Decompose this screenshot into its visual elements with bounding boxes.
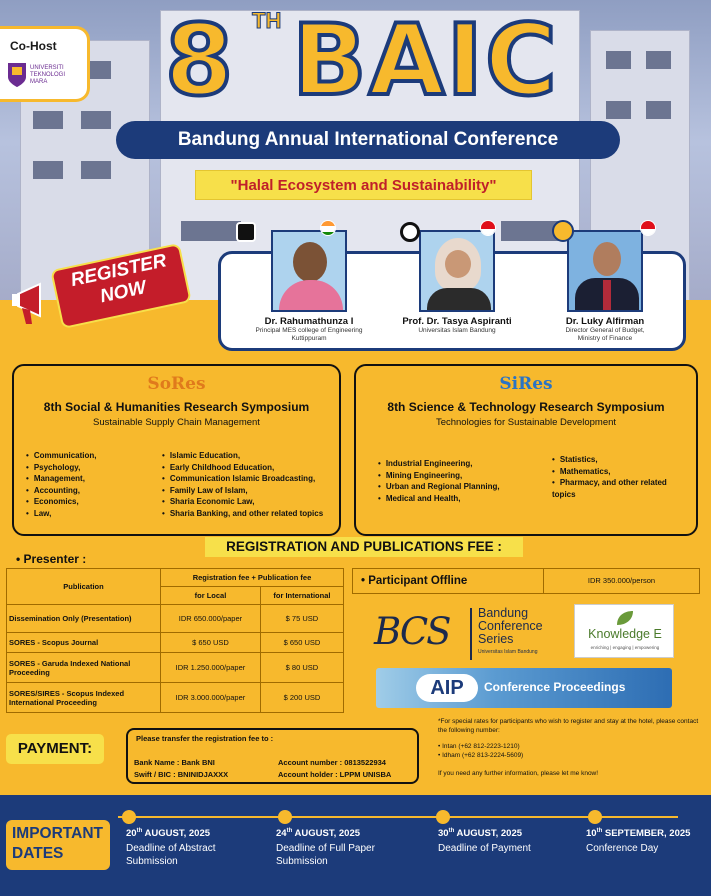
unisba-logo-icon <box>400 222 420 242</box>
indonesia-flag-icon <box>640 220 656 236</box>
indonesia-flag-icon <box>480 220 496 236</box>
conference-name: Bandung Annual International Conference <box>116 121 620 159</box>
speaker-photo <box>271 230 347 312</box>
payment-label: PAYMENT: <box>6 734 104 764</box>
speaker-photo <box>567 230 643 312</box>
sores-topics-col2: • Islamic Education, • Early Childhood Education, • Communication Islamic Broadcasting, • Family Law of Islam, • Sharia Economic Law, • Sharia Banking, and other related topics <box>162 450 338 519</box>
india-flag-icon <box>320 220 336 236</box>
sires-topics-col2: • Statistics, • Mathematics, • Pharmacy, and other related topics <box>552 454 692 500</box>
table-header: Registration fee + Publication fee <box>161 569 344 587</box>
special-rate-note: *For special rates for participants who wish to register and stay at the hotel, please contact the following number: • Intan (+62 812-2223-1210) • Idham (+62 813-2224-5609) If you need any further information, please let me know! <box>438 718 699 777</box>
fee-table <box>6 568 344 713</box>
bcs-logo: BCS Bandung Conference Series Universitas Islam Bandung <box>374 604 566 660</box>
leaf-icon <box>615 609 635 627</box>
register-now-button[interactable] <box>10 250 190 340</box>
edition-ordinal: TH <box>252 8 282 33</box>
institution-logo-icon <box>236 222 256 242</box>
table-row: SORES - Scopus Journal $ 650 USD $ 650 USD <box>7 633 344 653</box>
knowledge-e-logo: Knowledge E enriching | engaging | empowering <box>574 604 674 658</box>
sores-box <box>12 364 341 536</box>
table-header: Publication <box>7 569 161 605</box>
sires-title: 8th Science & Technology Research Symposium <box>387 400 665 414</box>
date-item: 20th AUGUST, 2025 Deadline of Abstract Submission <box>126 828 216 867</box>
table-header: for International <box>260 587 343 605</box>
table-row: SORES/SIRES - Scopus Indexed International Proceeding IDR 3.000.000/paper $ 200 USD <box>7 683 344 713</box>
participant-offline-row: • Participant Offline IDR 350.000/person <box>352 568 700 594</box>
uitm-logo: UNIVERSITI TEKNOLOGI MARA <box>6 61 84 91</box>
megaphone-icon <box>10 270 70 330</box>
date-item: 30th AUGUST, 2025 Deadline of Payment <box>438 828 531 855</box>
participant-offline-fee: IDR 350.000/person <box>543 569 699 593</box>
speaker-card: Dr. Luky Alfirman Director General of Budget, Ministry of Finance <box>535 230 675 343</box>
edition-number: 8 <box>165 4 232 118</box>
timeline <box>118 816 678 818</box>
presenter-label: • Presenter : <box>16 552 87 566</box>
bank-transfer-box: Please transfer the registration fee to : Bank Name : Bank BNI Swift / BIC : BNINIDJAXXX Account number : 0813522934 Account holder : LPPM UNISBA <box>126 728 419 784</box>
sires-box <box>354 364 698 536</box>
sores-topics-col1: • Communication, • Psychology, • Management, • Accounting, • Economics, • Law, <box>26 450 156 519</box>
table-header: for Local <box>161 587 261 605</box>
speaker-card: Prof. Dr. Tasya Aspiranti Universitas Islam Bandung <box>387 230 527 335</box>
cohost-badge <box>0 26 90 102</box>
conference-theme: "Halal Ecosystem and Sustainability" <box>195 170 532 200</box>
table-row: Dissemination Only (Presentation) IDR 650.000/paper $ 75 USD <box>7 605 344 633</box>
important-dates-label: IMPORTANT DATES <box>6 820 110 870</box>
aip-logo: AIP Conference Proceedings <box>376 668 672 708</box>
sores-title: 8th Social & Humanities Research Symposium <box>43 400 310 414</box>
speaker-card: Dr. Rahumathunza I Principal MES college of Engineering Kuttippuram <box>239 230 379 343</box>
sires-logo: SiRes <box>499 374 553 394</box>
ministry-logo-icon <box>552 220 574 242</box>
cohost-label: Co-Host <box>10 39 57 53</box>
sores-logo: SoRes <box>147 374 206 394</box>
sires-topics-col1: • Industrial Engineering, • Mining Engineering, • Urban and Regional Planning, • Medical and Health, <box>378 458 548 504</box>
speaker-photo <box>419 230 495 312</box>
table-row: SORES - Garuda Indexed National Proceeding IDR 1.250.000/paper $ 80 USD <box>7 653 344 683</box>
sores-subtitle: Sustainable Supply Chain Management <box>93 417 260 428</box>
fee-heading: REGISTRATION AND PUBLICATIONS FEE : <box>205 537 523 557</box>
conference-acronym: BAIC <box>292 4 559 118</box>
date-item: 10th SEPTEMBER, 2025 Conference Day <box>586 828 691 855</box>
sires-subtitle: Technologies for Sustainable Development <box>435 417 617 428</box>
speakers-panel <box>218 251 686 351</box>
date-item: 24th AUGUST, 2025 Deadline of Full Paper Submission <box>276 828 375 867</box>
register-label: REGISTER NOW <box>68 250 169 308</box>
